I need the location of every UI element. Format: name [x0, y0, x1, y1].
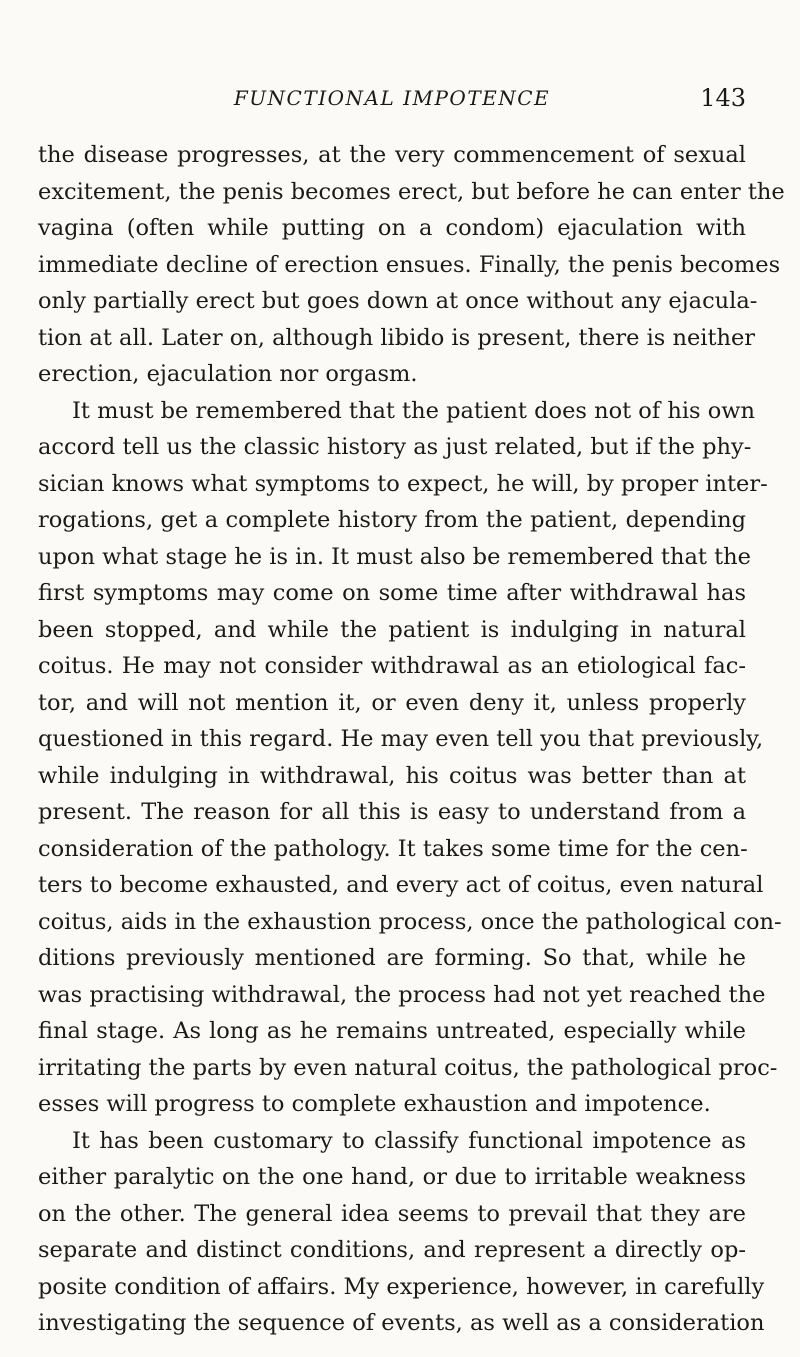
- text-line: first symptoms may come on some time after withdrawal has: [38, 580, 746, 606]
- text-line: was practising withdrawal, the process had not yet reached the: [38, 981, 766, 1008]
- text-line: present. The reason for all this is easy to understand from a: [38, 799, 746, 825]
- text-line: posite condition of affairs. My experience, however, in carefully: [38, 1273, 765, 1300]
- text-line: It has been customary to classify functional impotence as: [72, 1127, 746, 1154]
- text-line: final stage. As long as he remains untreated, especially while: [38, 1018, 746, 1044]
- text-line: sician knows what symptoms to expect, he will, by proper inter-: [38, 470, 768, 497]
- text-line: vagina (often while putting on a condom) ejaculation with: [38, 215, 746, 241]
- text-line: questioned in this regard. He may even tell you that previously,: [38, 726, 764, 752]
- text-line: rogations, get a complete history from the patient, depending: [38, 507, 746, 533]
- text-line: on the other. The general idea seems to prevail that they are: [38, 1200, 746, 1227]
- text-line: irritating the parts by even natural coitus, the pathological proc-: [38, 1054, 778, 1081]
- text-line: tion at all. Later on, although libido is present, there is neither: [38, 324, 756, 351]
- text-line: It must be remembered that the patient does not of his own: [72, 397, 756, 424]
- text-line: ditions previously mentioned are forming. So that, while he: [38, 945, 746, 971]
- text-line: the disease progresses, at the very commencement of sexual: [38, 142, 746, 168]
- text-line: upon what stage he is in. It must also be remembered that the: [38, 543, 751, 570]
- text-line: separate and distinct conditions, and represent a directly op-: [38, 1237, 746, 1263]
- text-line: ters to become exhausted, and every act of coitus, even natural: [38, 872, 764, 898]
- text-line: excitement, the penis becomes erect, but before he can enter the: [38, 178, 785, 205]
- text-line: only partially erect but goes down at once without any ejacula-: [38, 288, 758, 314]
- text-line: while indulging in withdrawal, his coitus was better than at: [38, 762, 746, 789]
- body-text: [38, 137, 785, 1342]
- text-line: coitus. He may not consider withdrawal as an etiological fac-: [38, 653, 746, 679]
- text-line: investigating the sequence of events, as well as a consideration: [38, 1310, 765, 1336]
- page-number: 143: [700, 84, 746, 112]
- text-line: tor, and will not mention it, or even deny it, unless properly: [38, 689, 746, 716]
- running-head: [38, 84, 746, 124]
- text-line: erection, ejaculation nor orgasm.: [38, 361, 418, 387]
- text-line: been stopped, and while the patient is indulging in natural: [38, 616, 746, 643]
- text-line: immediate decline of erection ensues. Finally, the penis becomes: [38, 251, 781, 278]
- running-title: FUNCTIONAL IMPOTENCE: [233, 86, 551, 110]
- text-line: accord tell us the classic history as just related, but if the phy-: [38, 434, 752, 460]
- text-line: esses will progress to complete exhaustion and impotence.: [38, 1091, 711, 1117]
- text-line: either paralytic on the one hand, or due to irritable weakness: [38, 1164, 746, 1190]
- text-line: coitus, aids in the exhaustion process, once the pathological con-: [38, 908, 782, 935]
- text-line: consideration of the pathology. It takes some time for the cen-: [38, 835, 748, 862]
